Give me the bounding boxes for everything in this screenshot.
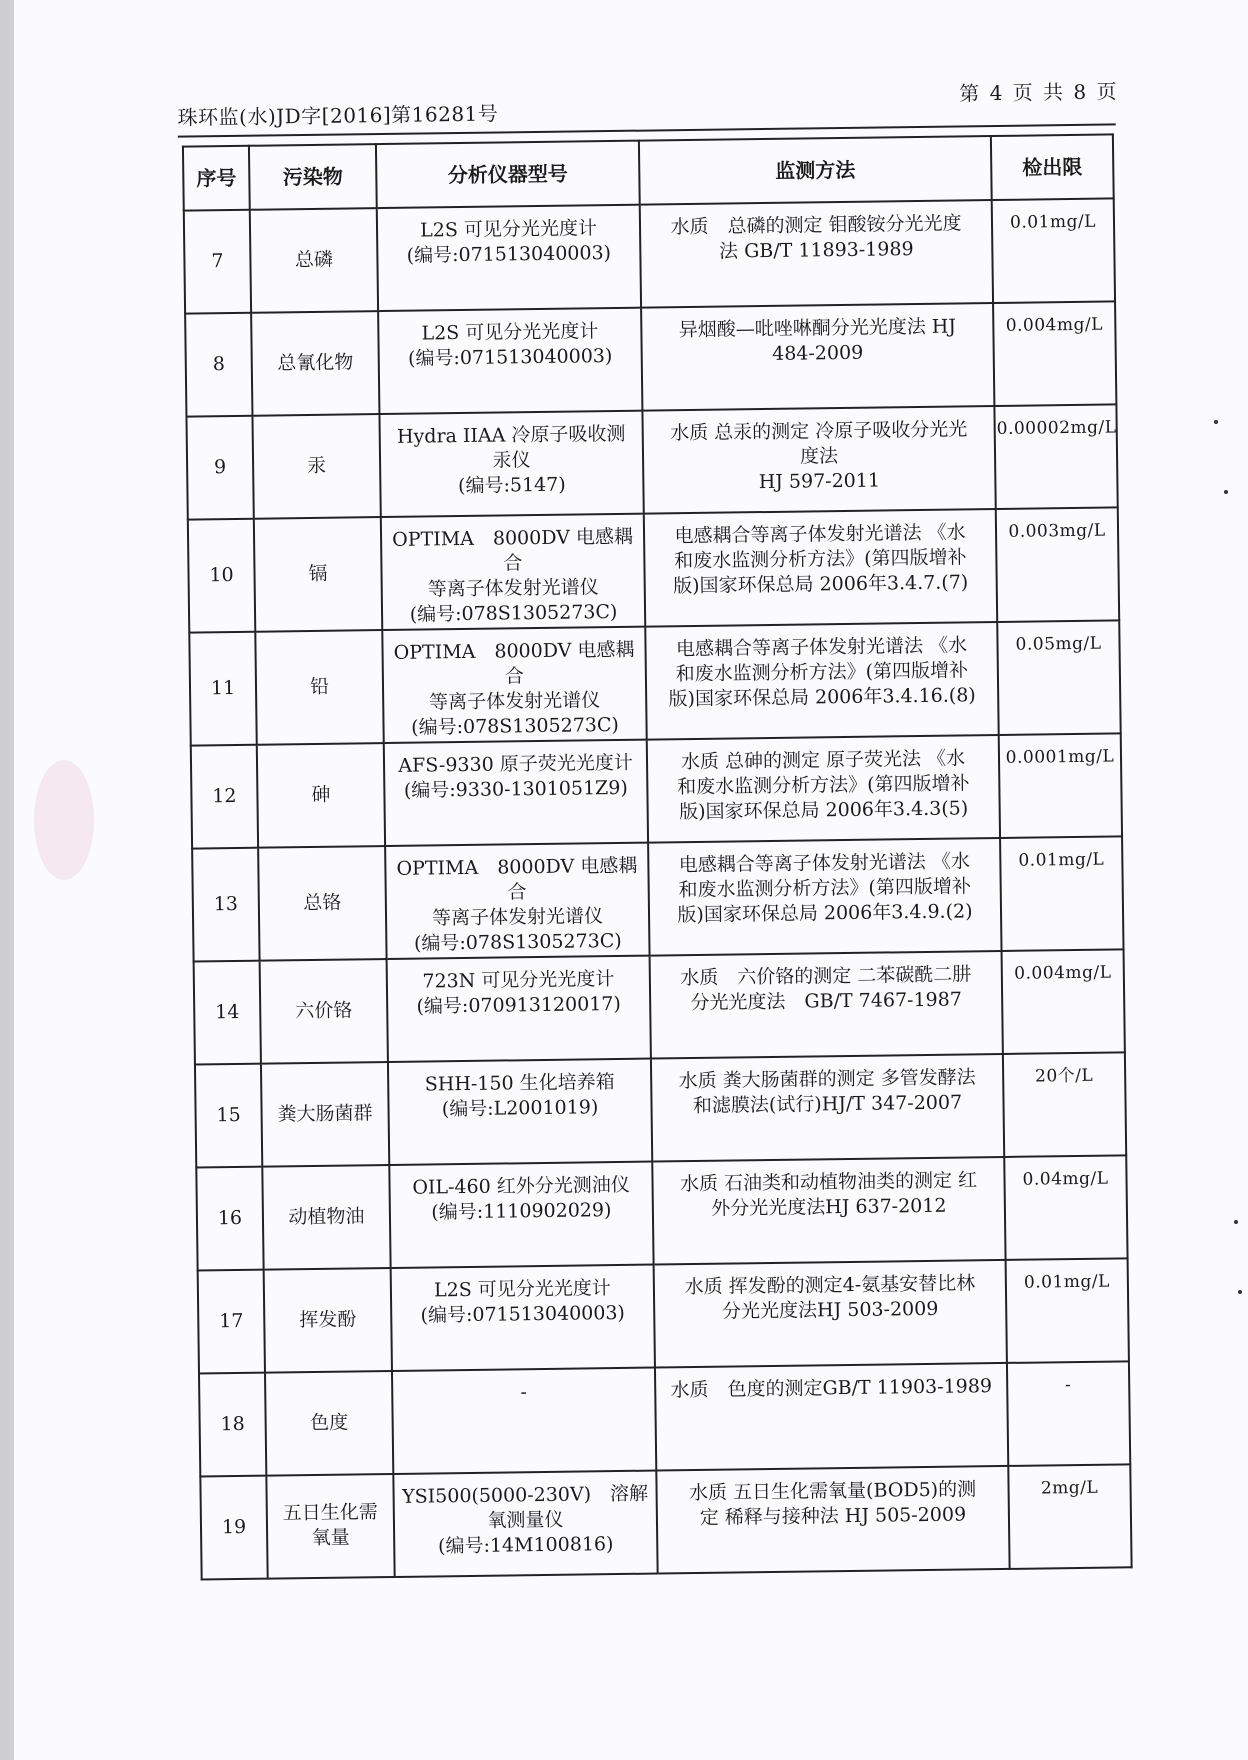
detection-limit-cell: 0.01mg/L — [1000, 836, 1123, 951]
table-header-row — [183, 134, 1114, 210]
method-line: 水质 色度的测定GB/T 11903-1989 — [670, 1375, 993, 1402]
method-line: 异烟酸—吡唑啉酮分光光度法 HJ — [678, 315, 957, 342]
instrument-line: (编号:9330-1301051Z9) — [403, 776, 628, 802]
pollutant-line: 铅 — [309, 675, 330, 698]
pollutant-line: 总氰化物 — [277, 350, 354, 374]
method-line: 和滤膜法(试行)HJ/T 347-2007 — [692, 1091, 963, 1118]
instrument-line: (编号:078S1305273C) — [411, 713, 620, 739]
instrument-cell — [387, 956, 651, 1062]
instrument-line: (编号:071513040003) — [406, 242, 612, 267]
row-number-cell: 16 — [196, 1167, 263, 1271]
table-body — [184, 198, 1132, 1579]
method-line: 水质 石油类和动植物油类的测定 红 — [679, 1169, 978, 1196]
instrument-line: OPTIMA 8000DV 电感耦合 — [396, 854, 638, 904]
instrument-cell — [381, 514, 645, 630]
detection-limit-cell: 0.00002mg/L — [994, 404, 1117, 509]
instrument-line: (编号:078S1305273C) — [409, 600, 618, 626]
instrument-line: OPTIMA 8000DV 电感耦合 — [393, 638, 635, 688]
row-number-cell: 8 — [185, 313, 252, 417]
table-row — [186, 404, 1117, 519]
table-row — [188, 507, 1119, 632]
method-line: 分光光度法HJ 503-2009 — [721, 1297, 939, 1323]
method-line: 电感耦合等离子体发射光谱法 《水 — [674, 521, 966, 548]
instrument-line: YSI500(5000-230V) 溶解 — [402, 1482, 649, 1508]
pollutant-line: 总铬 — [303, 891, 342, 914]
method-cell — [644, 509, 997, 627]
method-line: 和废水监测分析方法》(第四版增补 — [675, 659, 969, 686]
pollutant-cell — [262, 1165, 390, 1270]
pollutant-line: 五日生化需 — [282, 1501, 378, 1525]
detection-limit-cell: 0.004mg/L — [1002, 949, 1125, 1054]
method-cell — [656, 1466, 1009, 1574]
pollutant-line: 动植物油 — [288, 1204, 365, 1228]
method-line: 版)国家环保总局 2006年3.4.7.(7) — [673, 571, 969, 598]
row-number-cell: 12 — [191, 745, 258, 849]
table-row — [189, 620, 1120, 745]
pollutant-cell — [266, 1474, 394, 1579]
instrument-line: 汞仪 — [492, 449, 531, 472]
method-line: 外分光光度法HJ 637-2012 — [711, 1194, 947, 1220]
pollutant-line: 六价铬 — [295, 998, 353, 1022]
instrument-cell — [389, 1162, 653, 1268]
table-row — [194, 949, 1125, 1064]
instrument-line: 723N 可见分光光度计 — [422, 968, 615, 993]
table-row — [196, 1155, 1127, 1270]
pollutant-cell — [250, 208, 378, 313]
detection-limit-cell: 2mg/L — [1008, 1464, 1131, 1569]
method-line: 和废水监测分析方法》(第四版增补 — [678, 875, 972, 902]
instrument-cell — [392, 1368, 656, 1474]
instrument-line: 等离子体发射光谱仪 — [427, 576, 599, 601]
column-header: 监测方法 — [639, 136, 992, 205]
detection-limit-cell: - — [1007, 1361, 1130, 1466]
detection-limit-cell: 0.01mg/L — [1006, 1258, 1129, 1363]
detection-limit-cell: 0.004mg/L — [993, 301, 1116, 406]
row-number-cell: 17 — [198, 1270, 265, 1374]
table-row — [185, 301, 1116, 416]
method-cell — [655, 1363, 1008, 1471]
method-line: 版)国家环保总局 2006年3.4.3(5) — [678, 797, 969, 824]
method-line: 水质 总汞的测定 冷原子吸收分光光 — [670, 418, 968, 445]
method-line: 水质 总磷的测定 钼酸铵分光光度 — [670, 212, 962, 239]
method-cell — [647, 735, 1000, 843]
detection-limit-cell: 0.0001mg/L — [999, 733, 1122, 838]
instrument-line: OIL-460 红外分光测油仪 — [412, 1173, 630, 1199]
pollutant-cell — [251, 311, 379, 416]
instrument-cell — [393, 1471, 657, 1577]
table-row — [195, 1052, 1126, 1167]
method-cell — [641, 303, 994, 411]
method-cell — [651, 1054, 1004, 1162]
method-line: 版)国家环保总局 2006年3.4.9.(2) — [677, 900, 973, 927]
method-cell — [654, 1260, 1007, 1368]
instrument-line: OPTIMA 8000DV 电感耦合 — [392, 525, 634, 575]
method-line: 和废水监测分析方法》(第四版增补 — [674, 546, 967, 573]
detection-limit-cell: 0.01mg/L — [992, 198, 1115, 303]
method-line: 水质 六价铬的测定 二苯碳酰二肼 — [680, 963, 972, 990]
method-line: 版)国家环保总局 2006年3.4.16.(8) — [668, 684, 976, 711]
method-line: HJ 597-2011 — [758, 469, 881, 494]
instrument-line: L2S 可见分光光度计 — [420, 217, 598, 242]
row-number-cell: 11 — [189, 632, 256, 746]
instrument-line: 等离子体发射光谱仪 — [429, 689, 601, 714]
column-header: 序号 — [183, 146, 250, 211]
table-row — [199, 1361, 1130, 1476]
column-header: 分析仪器型号 — [376, 141, 640, 208]
table-row — [184, 198, 1115, 313]
method-line: 水质 五日生化需氧量(BOD5)的测 — [688, 1478, 977, 1505]
pollutant-cell — [255, 630, 383, 745]
method-cell — [650, 951, 1003, 1059]
instrument-line: (编号:071513040003) — [407, 345, 613, 370]
instrument-line: 等离子体发射光谱仪 — [431, 905, 604, 930]
page-number: 第 4 页 共 8 页 — [959, 79, 1119, 106]
method-line: 电感耦合等离子体发射光谱法 《水 — [678, 850, 971, 877]
row-number-cell: 19 — [200, 1476, 267, 1580]
detection-limit-cell: 0.05mg/L — [997, 620, 1120, 735]
pollutant-cell — [254, 517, 382, 632]
instrument-cell — [377, 205, 641, 311]
column-header: 检出限 — [991, 134, 1114, 200]
row-number-cell: 18 — [199, 1373, 266, 1477]
instrument-line: SHH-150 生化培养箱 — [424, 1071, 615, 1096]
detection-limit-cell: 20个/L — [1003, 1052, 1126, 1157]
row-number-cell: 13 — [192, 848, 259, 962]
instrument-line: 氧测量仪 — [487, 1508, 564, 1532]
instrument-cell — [384, 740, 648, 846]
instrument-cell — [391, 1265, 655, 1371]
row-number-cell: 15 — [195, 1064, 262, 1168]
instrument-line: (编号:070913120017) — [416, 992, 621, 1018]
row-number-cell: 9 — [186, 416, 253, 520]
table-row — [191, 733, 1122, 848]
detection-limit-cell: 0.04mg/L — [1004, 1155, 1127, 1260]
table-row — [198, 1258, 1129, 1373]
pollutant-cell — [260, 959, 388, 1064]
instrument-cell — [379, 411, 643, 517]
method-line: 定 稀释与接种法 HJ 505-2009 — [699, 1503, 967, 1529]
detection-limit-cell: 0.003mg/L — [996, 507, 1119, 622]
instrument-line: (编号:078S1305273C) — [413, 929, 622, 955]
row-number-cell: 14 — [194, 961, 261, 1065]
column-header: 污染物 — [249, 144, 377, 210]
instrument-cell — [382, 627, 646, 743]
method-line: 分光光度法 GB/T 7467-1987 — [690, 988, 962, 1015]
pollutant-cell — [261, 1062, 389, 1167]
pollutant-line: 挥发酚 — [299, 1307, 357, 1331]
instrument-line: L2S 可见分光光度计 — [421, 320, 599, 345]
method-line: 水质 总砷的测定 原子荧光法 《水 — [680, 747, 966, 774]
pollutant-line: 汞 — [306, 454, 327, 477]
method-cell — [652, 1157, 1005, 1265]
instrument-line: (编号:14M100816) — [437, 1533, 614, 1558]
method-line: 法 GB/T 11893-1989 — [718, 238, 914, 263]
table-row — [200, 1464, 1131, 1579]
method-line: 电感耦合等离子体发射光谱法 《水 — [675, 634, 968, 661]
pollutant-cell — [258, 846, 386, 961]
method-line: 水质 挥发酚的测定4-氨基安替比林 — [684, 1272, 976, 1299]
method-line: 和废水监测分析方法》(第四版增补 — [676, 772, 970, 799]
method-cell — [642, 406, 995, 514]
method-cell — [645, 622, 998, 740]
pollutant-line: 镉 — [308, 562, 328, 585]
instrument-line: (编号:5147) — [457, 473, 566, 498]
pollutant-line: 粪大肠菌群 — [277, 1101, 373, 1125]
report-number: 珠环监(水)JD字[2016]第16281号 — [177, 101, 499, 130]
pollutant-cell — [257, 743, 385, 848]
pollutant-line: 色度 — [309, 1411, 349, 1434]
instrument-cell — [388, 1059, 652, 1165]
instrument-line: (编号:1110902029) — [431, 1199, 612, 1224]
method-line: 度法 — [799, 445, 839, 468]
method-cell — [648, 838, 1001, 956]
pollutant-cell — [265, 1371, 393, 1476]
instrument-cell — [378, 308, 642, 414]
pollutant-cell — [264, 1268, 392, 1373]
method-line: 水质 粪大肠菌群的测定 多管发酵法 — [678, 1066, 976, 1093]
instrument-line: AFS-9330 原子荧光光度计 — [398, 751, 633, 777]
row-number-cell: 10 — [188, 519, 255, 633]
instrument-line: - — [520, 1381, 528, 1404]
instrument-line: (编号:071513040003) — [420, 1301, 626, 1327]
pollutant-line: 氧量 — [311, 1526, 350, 1550]
monitoring-method-table — [182, 133, 1133, 1580]
instrument-line: (编号:L2001019) — [441, 1096, 599, 1121]
row-number-cell: 7 — [184, 210, 251, 314]
instrument-cell — [385, 843, 649, 959]
instrument-line: L2S 可见分光光度计 — [433, 1277, 611, 1302]
pollutant-cell — [252, 414, 380, 519]
method-cell — [640, 200, 993, 308]
table-row — [192, 836, 1123, 961]
pollutant-line: 砷 — [311, 783, 331, 806]
method-line: 484-2009 — [772, 341, 864, 365]
instrument-line: Hydra IIAA 冷原子吸收测 — [396, 422, 626, 448]
pollutant-line: 总磷 — [294, 248, 334, 271]
